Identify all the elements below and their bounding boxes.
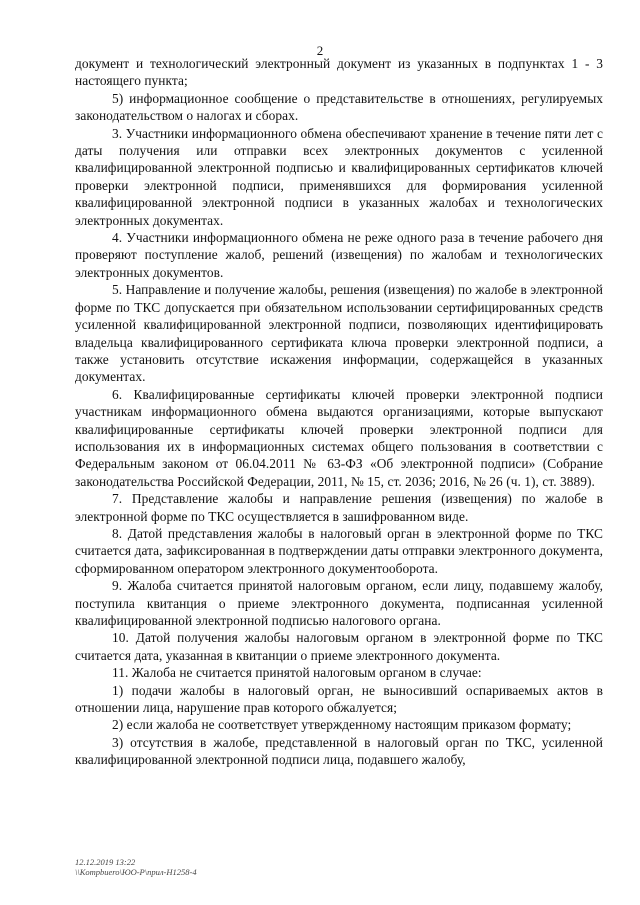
paragraph-subitem-1: 1) подачи жалобы в налоговый орган, не выносивший оспариваемых актов в отношении лица, нарушение прав которого обжалуется; bbox=[75, 682, 603, 716]
footer-datetime: 12.12.2019 13:22 bbox=[75, 857, 136, 867]
paragraph-subitem-5: 5) информационное сообщение о представительстве в отношениях, регулируемых законодательством о налогах и сборах. bbox=[75, 90, 603, 124]
paragraph-item-9: 9. Жалоба считается принятой налоговым органом, если лицу, подавшему жалобу, поступила квитанция о приеме электронного документа, подписанная усиленной квалифицированной электронной подписью налогового органа. bbox=[75, 578, 603, 628]
paragraph-item-8: 8. Датой представления жалобы в налоговый орган в электронной форме по ТКС считается дата, зафиксированная в подтверждении даты отправки электронного документа, сформированном оператором электронного документооборота. bbox=[75, 525, 603, 576]
paragraph-item-10: 10. Датой получения жалобы налоговым органом в электронной форме по ТКС считается дата, указанная в квитанции о приеме электронного документа. bbox=[75, 630, 603, 663]
footer-note bbox=[75, 857, 197, 877]
paragraph-item-5: 5. Направление и получение жалобы, решения (извещения) по жалобе в электронной форме по ТКС допускается при обязательном использовании сертифицированных средств усиленной квалифицированной электронной подписи, позволяющих идентифицировать владельца квалифицированного сертификата ключа проверки электронной подписи, а также установить отсутствие искажения информации, содержащейся в указанных документах. bbox=[75, 282, 603, 385]
footer-file-path: \\Kompbuero\ЮО-Р\прил-Н1258-4 bbox=[75, 867, 197, 877]
paragraph-item-6: 6. Квалифицированные сертификаты ключей проверки электронной подписи участникам информационного обмена выдаются организациями, которые выпускают квалифицированные сертификаты ключей проверки электронной подписи для использования их в информационных системах общего пользования в соответствии с Федеральным законом от 06.04.2011 № 63-ФЗ «Об электронной подписи» (Собрание законодательства Российской Федерации, 2011, № 15, ст. 2036; 2016, № 26 (ч. 1), ст. 3889). bbox=[75, 386, 603, 489]
paragraph-item-7: 7. Представление жалобы и направление решения (извещения) по жалобе в электронной форме по ТКС осуществляется в зашифрованном виде. bbox=[75, 491, 603, 524]
paragraph-item-3: 3. Участники информационного обмена обеспечивают хранение в течение пяти лет с даты получения или отправки всех электронных документов с усиленной квалифицированной электронной подписью и квалифицированных сертификатов ключей проверки электронной подписи, применявшихся для формирования усиленной квалифицированной электронной подписи в указанных жалобах и технологических электронных документах. bbox=[75, 125, 603, 228]
paragraph-subitem-3: 3) отсутствия в жалобе, представленной в налоговый орган по ТКС, усиленной квалифицированной электронной подписи лица, подавшего жалобу, bbox=[75, 734, 603, 768]
document-body bbox=[75, 55, 603, 769]
page-number: 2 bbox=[316, 43, 324, 58]
paragraph-subitem-2: 2) если жалоба не соответствует утвержденному настоящим приказом формату; bbox=[112, 717, 572, 733]
paragraph-item-4: 4. Участники информационного обмена не реже одного раза в течение рабочего дня проверяют поступление жалоб, решений (извещения) по жалобам и технологических электронных документов. bbox=[75, 230, 603, 280]
paragraph-continuation: документ и технологический электронный документ из указанных в подпунктах 1 - 3 настоящего пункта; bbox=[75, 56, 603, 89]
paragraph-item-11: 11. Жалоба не считается принятой налоговым органом в случае: bbox=[112, 665, 482, 681]
